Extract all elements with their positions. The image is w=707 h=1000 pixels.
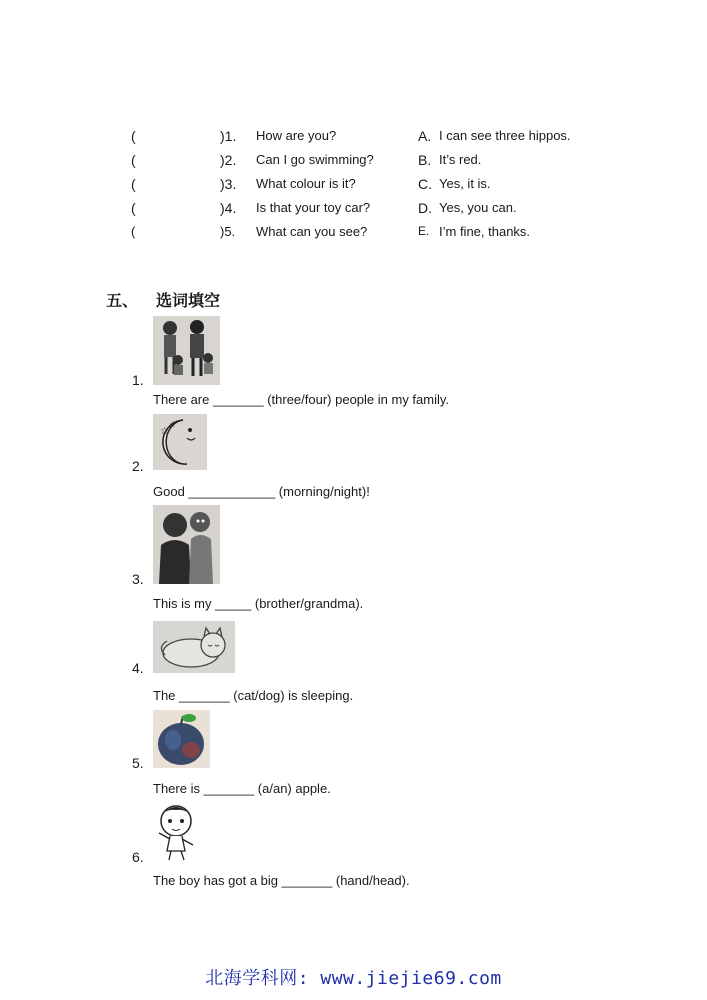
answer-blank-paren: (: [131, 152, 136, 168]
question-number: )3.: [220, 176, 237, 192]
question-text: What can you see?: [256, 224, 368, 239]
matching-row: [0, 200, 707, 222]
question-text: What colour is it?: [256, 176, 356, 191]
question-number: )4.: [220, 200, 237, 216]
matching-row: [0, 176, 707, 198]
answer-blank-paren: (: [131, 200, 136, 216]
boy-picture: [153, 803, 199, 862]
answer-letter: C.: [418, 176, 432, 192]
moon-stars-picture: [153, 414, 207, 470]
answer-letter: E.: [418, 224, 430, 238]
answer-text: Yes, it is.: [439, 176, 491, 191]
question-number: )2.: [220, 152, 237, 168]
item-number: 1.: [132, 372, 144, 388]
item-sentence: The boy has got a big _______ (hand/head).: [153, 873, 410, 888]
matching-row: [0, 128, 707, 150]
answer-blank-paren: (: [131, 176, 136, 192]
svg-text:☆: ☆: [160, 426, 169, 437]
section-heading: [106, 288, 220, 311]
item-number: 3.: [132, 571, 144, 587]
item-sentence: The _______ (cat/dog) is sleeping.: [153, 688, 354, 703]
answer-text: Yes, you can.: [439, 200, 517, 215]
svg-text:☆: ☆: [169, 420, 177, 429]
question-number: )1.: [220, 128, 237, 144]
item-number: 5.: [132, 755, 144, 771]
answer-text: It’s red.: [439, 152, 482, 167]
item-sentence: Good ____________ (morning/night)!: [153, 484, 370, 499]
question-text: Is that your toy car?: [256, 200, 371, 215]
apple-picture: [153, 710, 210, 768]
answer-letter: B.: [418, 152, 432, 168]
footer-website: 北海学科网: www.jiejie69.com: [205, 968, 502, 989]
answer-letter: D.: [418, 200, 432, 216]
matching-row: [0, 152, 707, 174]
section-number: 五、: [106, 293, 139, 310]
answer-blank-paren: (: [131, 224, 136, 239]
family-picture: [153, 316, 220, 385]
matching-row: [0, 224, 707, 246]
item-sentence: There is _______ (a/an) apple.: [153, 781, 331, 796]
item-number: 2.: [132, 458, 144, 474]
question-number: )5.: [220, 224, 236, 239]
section-title: 选词填空: [156, 293, 221, 310]
item-number: 4.: [132, 660, 144, 676]
answer-letter: A.: [418, 128, 432, 144]
item-number: 6.: [132, 849, 144, 865]
question-text: How are you?: [256, 128, 337, 143]
answer-text: I can see three hippos.: [439, 128, 571, 143]
item-sentence: This is my _____ (brother/grandma).: [153, 596, 364, 611]
sleeping-cat-picture: [153, 621, 235, 673]
answer-text: I’m fine, thanks.: [439, 224, 531, 239]
question-text: Can I go swimming?: [256, 152, 374, 167]
answer-blank-paren: (: [131, 128, 136, 144]
grandma-picture: [153, 505, 220, 584]
item-sentence: There are _______ (three/four) people in my family.: [153, 392, 450, 407]
